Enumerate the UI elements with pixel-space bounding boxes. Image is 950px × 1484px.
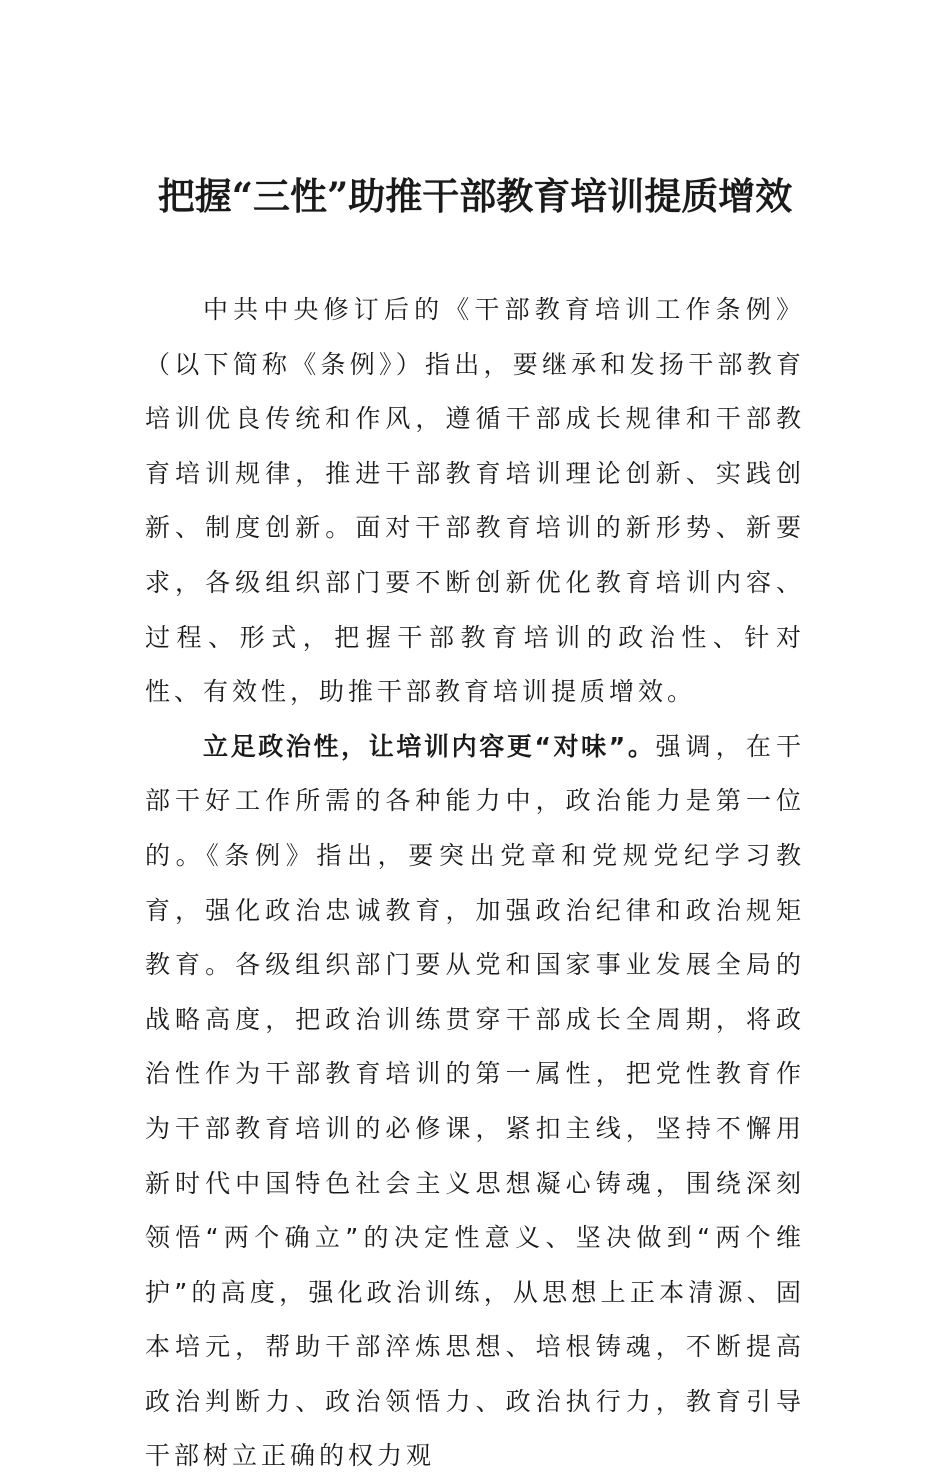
paragraph-political	[145, 720, 805, 1484]
document-title: 把握“三性”助推干部教育培训提质增效	[157, 174, 793, 218]
paragraph-intro	[145, 283, 805, 720]
paragraph-political-heading: 立足政治性，让培训内容更“对味”。	[203, 731, 656, 761]
paragraph-political-text: 强调，在干部干好工作所需的各种能力中，政治能力是第一位的。《条例》指出，要突出党章和党规党纪学习教育，强化政治忠诚教育，加强政治纪律和政治规矩教育。各级组织部门要从党和国家事业发展全局的战略高度，把政治训练贯穿干部成长全周期，将政治性作为干部教育培训的第一属性，把党性教育作为干部教育培训的必修课，紧扣主线，坚持不懈用新时代中国特色社会主义思想凝心铸魂，围绕深刻领悟“两个确立”的决定性意义、坚决做到“两个维护”的高度，强化政治训练，从思想上正本清源、固本培元，帮助干部淬炼思想、培根铸魂，不断提高政治判断力、政治领悟力、政治执行力，教育引导干部树立正确的权力观	[145, 731, 805, 1471]
paragraph-intro-text: 中共中央修订后的《干部教育培训工作条例》（以下简称《条例》）指出，要继承和发扬干部教育培训优良传统和作风，遵循干部成长规律和干部教育培训规律，推进干部教育培训理论创新、实践创新、制度创新。面对干部教育培训的新形势、新要求，各级组织部门要不断创新优化教育培训内容、过程、形式，把握干部教育培训的政治性、针对性、有效性，助推干部教育培训提质增效。	[145, 295, 805, 707]
document-body	[145, 283, 805, 1484]
